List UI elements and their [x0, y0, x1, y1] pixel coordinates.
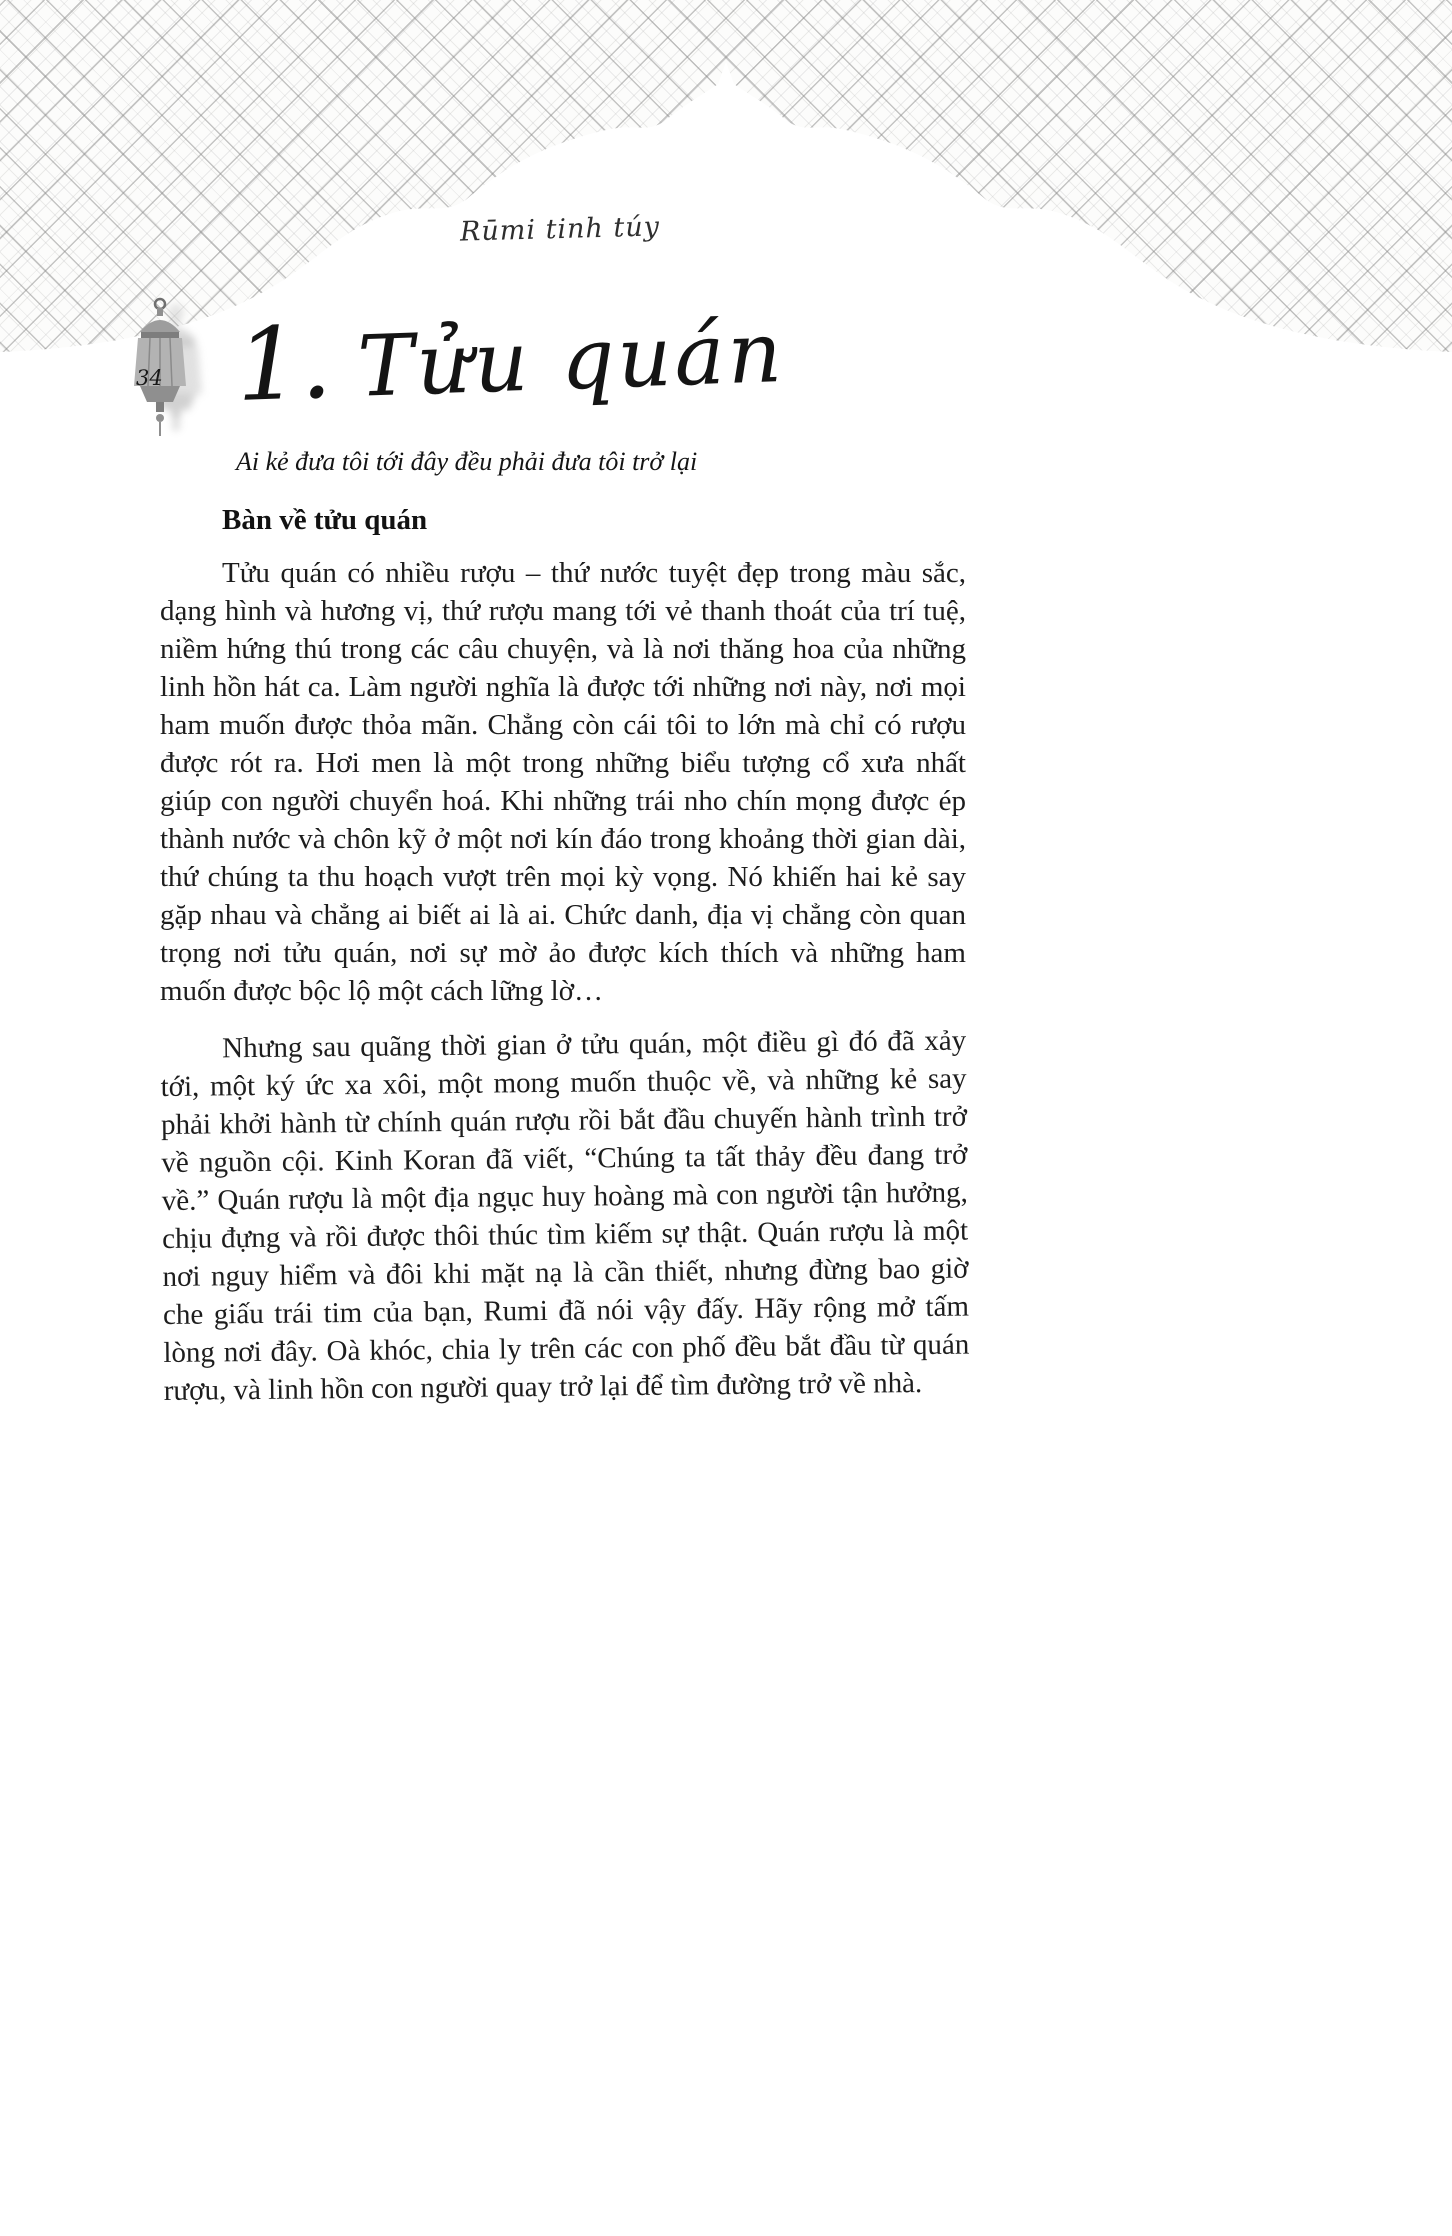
- paragraph: Nhưng sau quãng thời gian ở tửu quán, một điều gì đó đã xảy tới, một ký ức xa xôi, một mong muốn thuộc về, và những kẻ say phải khởi hành từ chính quán rượu rồi bắt đầu chuyến hành trình trở về nguồn cội. Kinh Koran đã viết, “Chúng ta tất thảy đều đang trở về.” Quán rượu là một địa ngục huy hoàng mà con người tận hưởng, chịu đựng và rồi được thôi thúc tìm kiếm sự thật. Quán rượu là một nơi nguy hiểm và đôi khi mặt nạ là cần thiết, nhưng đừng bao giờ che giấu trái tim của bạn, Rumi đã nói vậy đấy. Hãy rộng mở tấm lòng nơi đây. Oà khóc, chia ly trên các con phố đều bắt đầu từ quán rượu, và linh hồn con người quay trở lại để tìm đường trở về nhà.: [160, 1024, 970, 1407]
- body-text: [160, 554, 970, 1430]
- chapter-title-block: [234, 297, 787, 424]
- page-number: 34: [136, 366, 163, 390]
- paragraph: Tửu quán có nhiều rượu – thứ nước tuyệt đẹp trong màu sắc, dạng hình và hương vị, thứ rượu mang tới vẻ thanh thoát của trí tuệ, niềm hứng thú trong các câu chuyện, và là nơi thăng hoa của những linh hồn hát ca. Làm người nghĩa là được tới những nơi này, nơi mọi ham muốn được thỏa mãn. Chẳng còn cái tôi to lớn mà chỉ có rượu được rót ra. Hơi men là một trong những biểu tượng cổ xưa nhất giúp con người chuyển hoá. Khi những trái nho chín mọng được ép thành nước và chôn kỹ ở một nơi kín đáo trong khoảng thời gian dài, thứ chúng ta thu hoạch vượt trên mọi kỳ vọng. Nó khiến hai kẻ say gặp nhau và chẳng ai biết ai là ai. Chức danh, địa vị chẳng còn quan trọng nơi tửu quán, nơi sự mờ ảo được kích thích và những ham muốn được bộc lộ một cách lững lờ…: [160, 557, 966, 1007]
- section-heading: Bàn về tửu quán: [222, 504, 428, 536]
- epigraph: Ai kẻ đưa tôi tới đây đều phải đưa tôi trở lại: [236, 447, 698, 476]
- book-title-script: Rūmi tinh túy: [459, 211, 661, 248]
- lantern-ornament: [120, 296, 230, 456]
- chapter-title: Tửu quán: [356, 302, 787, 416]
- chapter-number: 1.: [234, 303, 334, 424]
